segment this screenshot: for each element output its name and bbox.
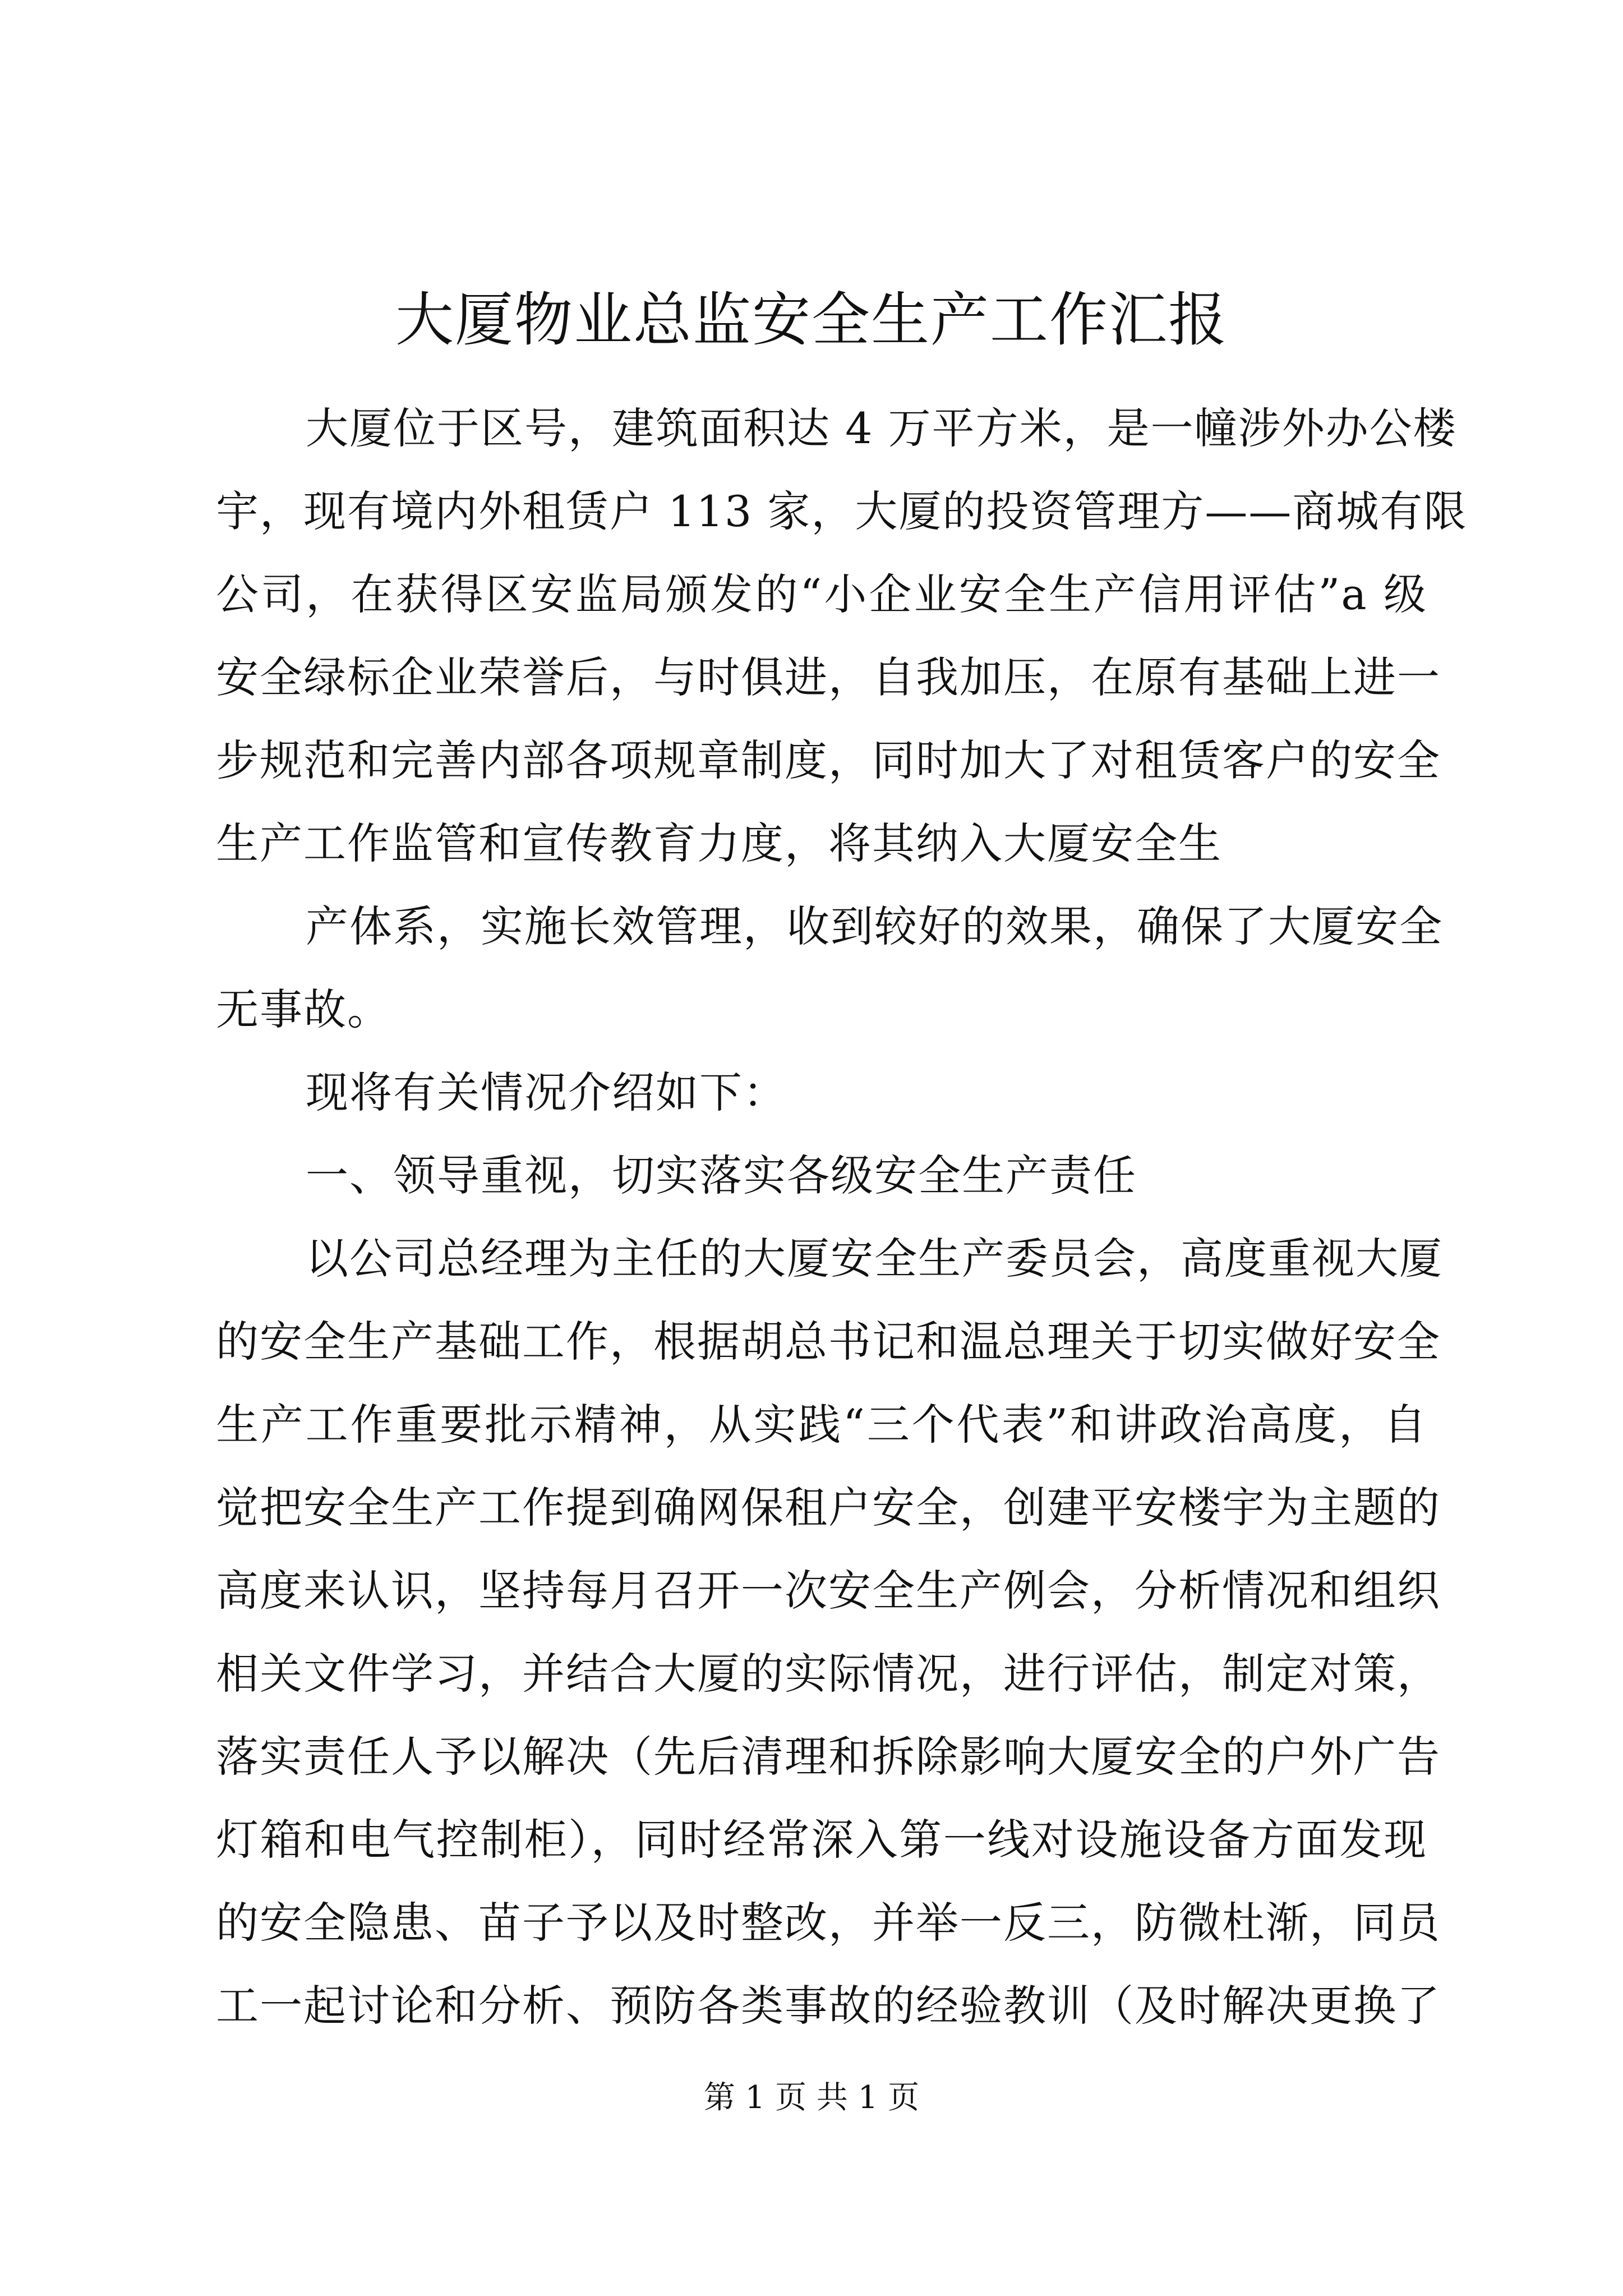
- paragraph: [216, 1217, 1443, 2047]
- document-title: 大厦物业总监安全生产工作汇报: [395, 286, 1228, 354]
- text-line: 相关文件学习，并结合大厦的实际情况，进行评估，制定对策，: [216, 1649, 1441, 1699]
- text-line: 的安全生产基础工作，根据胡总书记和温总理关于切实做好安全: [216, 1317, 1441, 1366]
- document-body: [216, 387, 1468, 2047]
- text-line: 现将有关情况介绍如下：: [306, 1068, 787, 1117]
- text-line: 大厦位于区号，建筑面积达 4 万平方米，是一幢涉外办公楼: [306, 403, 1457, 453]
- text-line: 落实责任人予以解决（先后清理和拆除影响大厦安全的户外广告: [216, 1732, 1441, 1782]
- text-line: 以公司总经理为主任的大厦安全生产委员会，高度重视大厦: [306, 1234, 1443, 1283]
- text-line: 觉把安全生产工作提到确网保租户安全，创建平安楼宇为主题的: [216, 1483, 1441, 1533]
- text-line: 工一起讨论和分析、预防各类事故的经验教训（及时解决更换了: [216, 1981, 1441, 2031]
- section-heading: [216, 1134, 1427, 1217]
- text-line: 一、领导重视，切实落实各级安全生产责任: [306, 1151, 1137, 1200]
- text-line: 高度来认识，坚持每月召开一次安全生产例会，分析情况和组织: [216, 1566, 1441, 1616]
- text-line: 产体系，实施长效管理，收到较好的效果，确保了大厦安全: [306, 901, 1443, 951]
- text-line: 步规范和完善内部各项规章制度，同时加大了对租赁客户的安全: [216, 735, 1441, 785]
- text-line: 生产工作监管和宣传教育力度，将其纳入大厦安全生: [216, 818, 1222, 868]
- text-line: 灯箱和电气控制柜），同时经常深入第一线对设施设备方面发现: [216, 1815, 1427, 1865]
- text-line: 公司，在获得区安监局颁发的“小企业安全生产信用评估”a 级: [216, 569, 1427, 619]
- text-line: 宇，现有境内外租赁户 113 家，大厦的投资管理方——商城有限: [216, 486, 1468, 536]
- paragraph: [216, 1051, 1427, 1134]
- text-line: 无事故。: [216, 984, 391, 1034]
- text-line: 生产工作重要批示精神，从实践“三个代表”和讲政治高度，自: [216, 1400, 1427, 1450]
- paragraph: [216, 387, 1468, 885]
- page-footer: 第 1 页 共 1 页: [703, 2079, 920, 2116]
- paragraph: [216, 885, 1443, 1051]
- text-line: 的安全隐患、苗子予以及时整改，并举一反三，防微杜渐，同员: [216, 1898, 1441, 1948]
- text-line: 安全绿标企业荣誉后，与时俱进，自我加压，在原有基础上进一: [216, 652, 1441, 702]
